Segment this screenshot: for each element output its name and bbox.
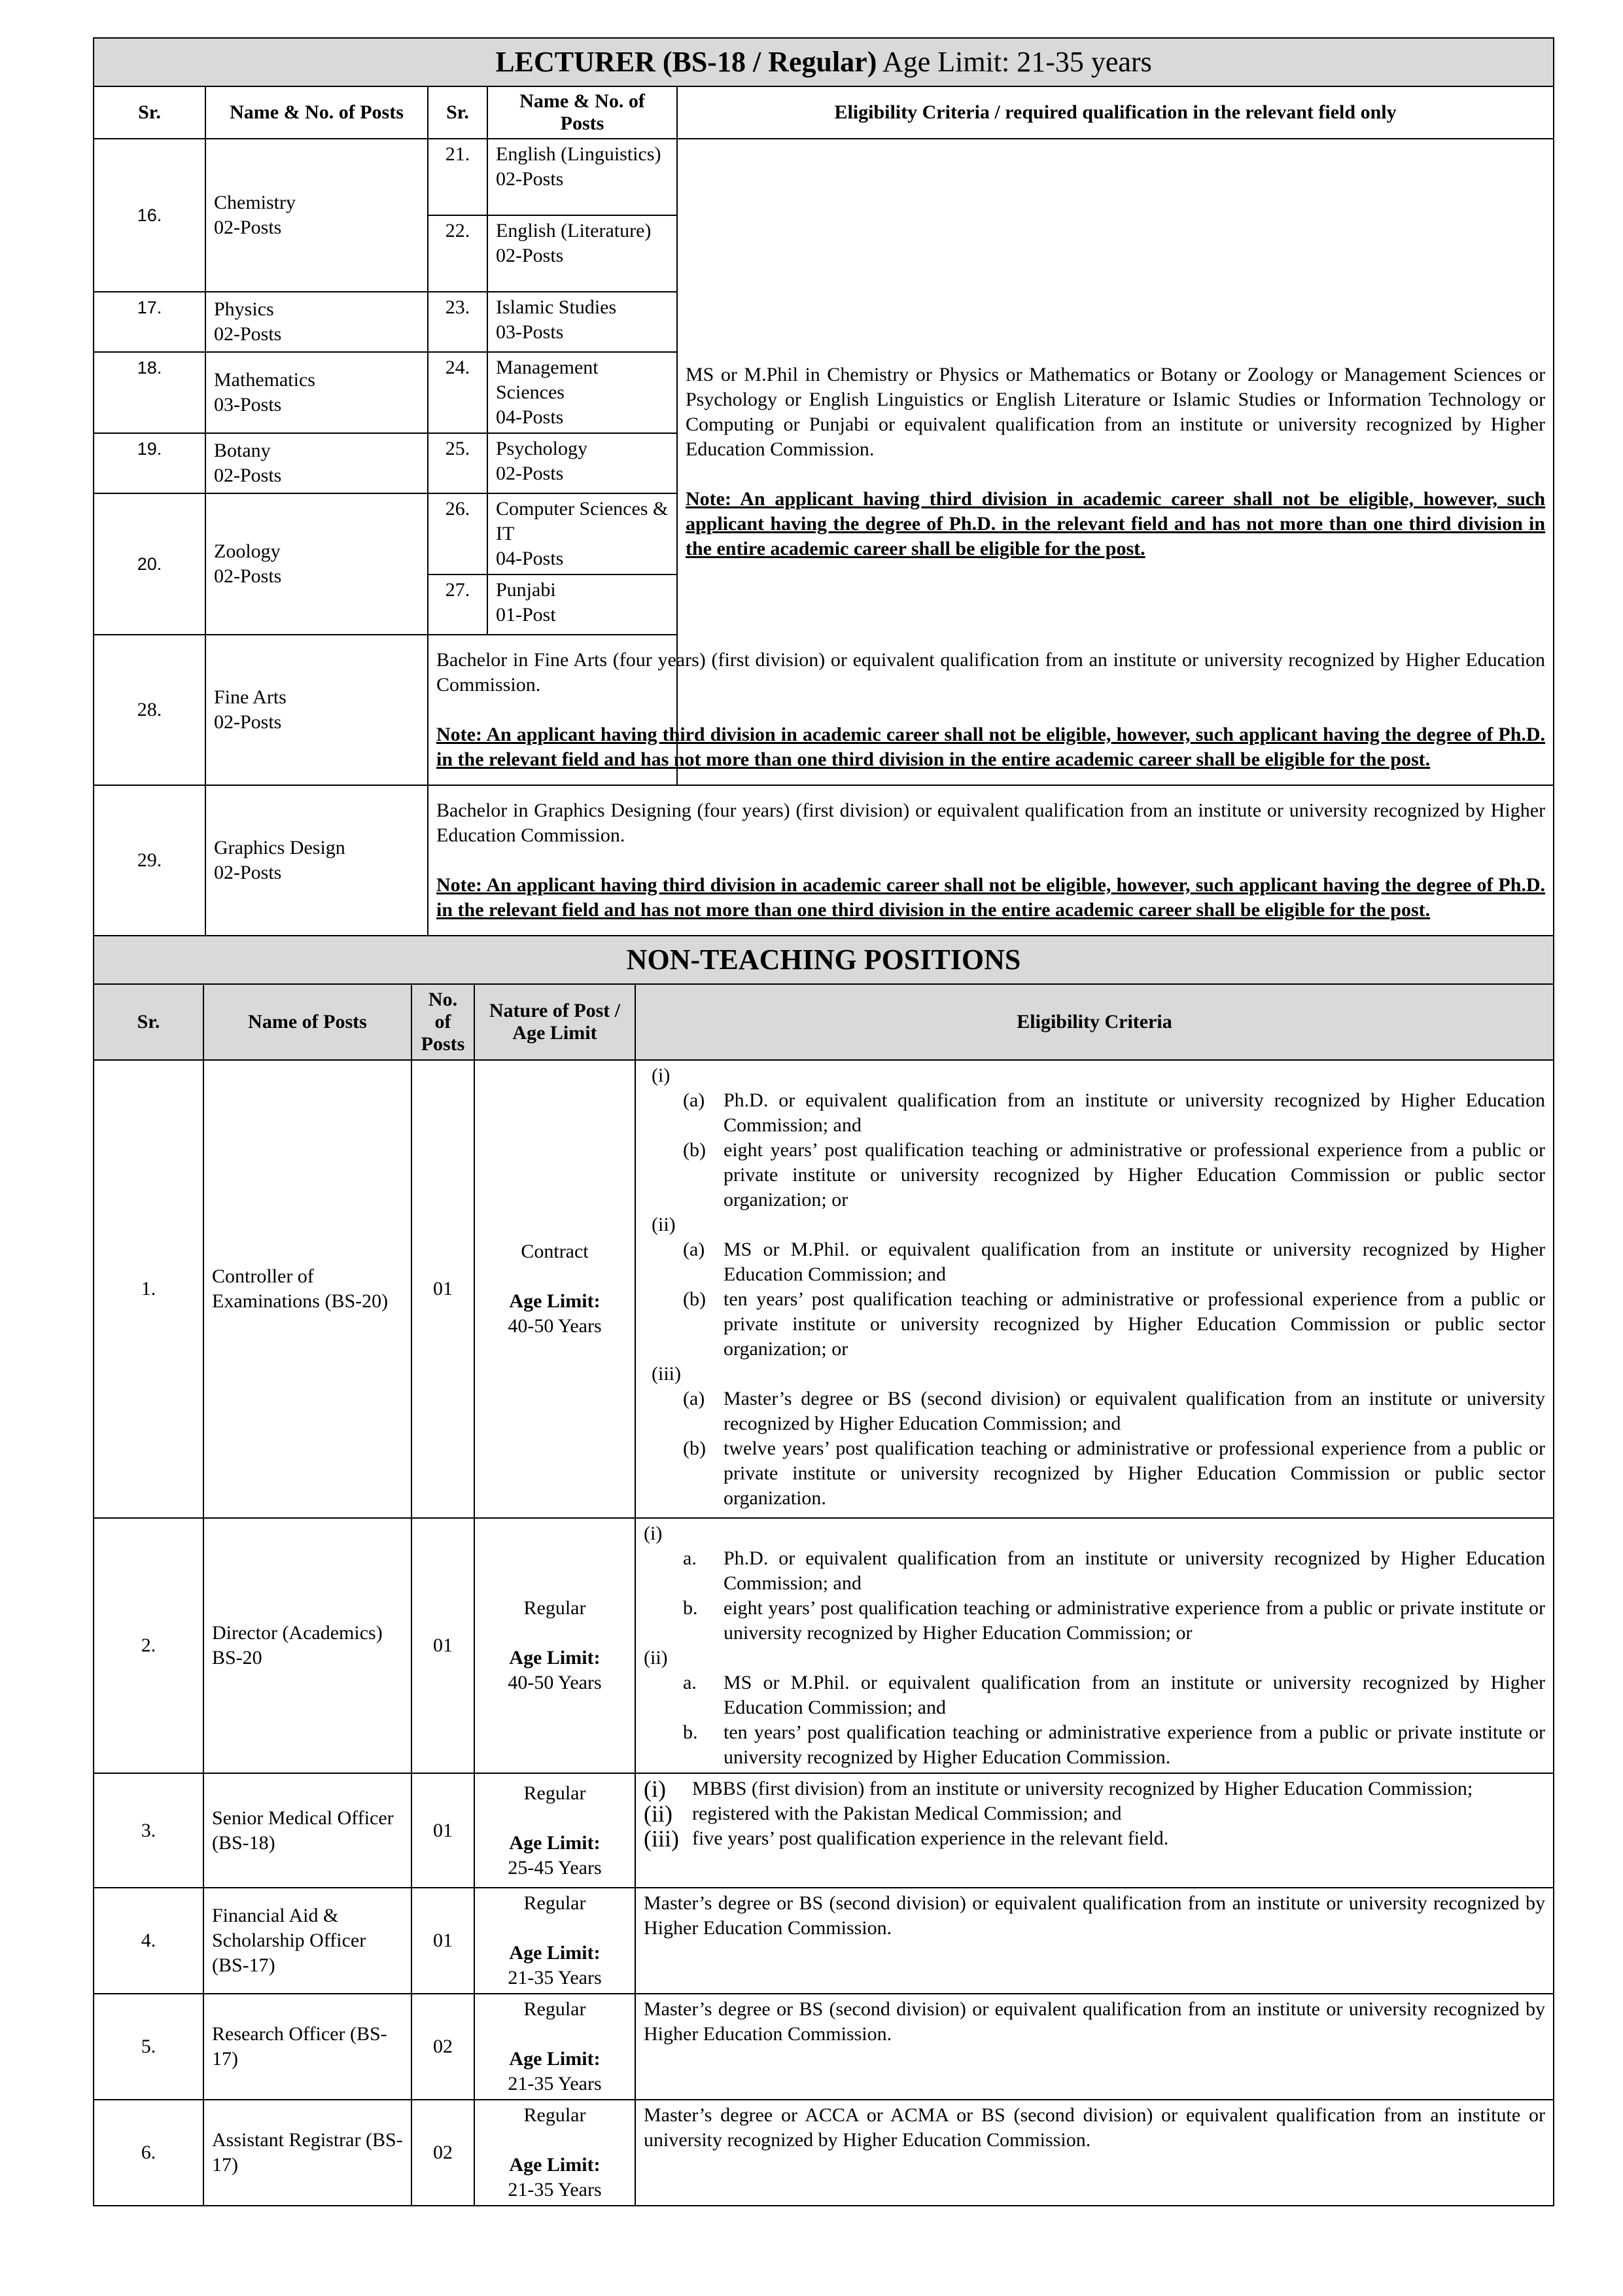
table-row-sr: 28.: [94, 635, 205, 785]
non-teaching-table: [93, 935, 1554, 2206]
table-row-sr: 20.: [94, 493, 205, 635]
table-row-sr: 2.: [94, 1518, 203, 1773]
table-row-sr: 21.: [428, 139, 487, 215]
table-row-sr: 1.: [94, 1060, 203, 1518]
eligibility-criteria: (i) MBBS (first division) from an institute or university recognized by Higher Education Commission; (ii) registered with the Pakistan Medical Commission; and (iii) five years’ post qualification experience in the relevant field.: [635, 1773, 1554, 1888]
header-name: Name & No. of Posts: [205, 86, 428, 139]
post-name: Director (Academics) BS-20: [203, 1518, 411, 1773]
post-name: Research Officer (BS-17): [203, 1994, 411, 2100]
table-row-sr: 18.: [94, 352, 205, 433]
non-teaching-title: NON-TEACHING POSITIONS: [94, 936, 1554, 984]
lecturer-table: [93, 37, 1554, 936]
header-eligibility: Eligibility Criteria / required qualification in the relevant field only: [677, 86, 1554, 139]
graphics-design-criteria: Bachelor in Graphics Designing (four years) (first division) or equivalent qualification from an institute or university recognized by Higher Education Commission. Note: An applicant having third division in academic career shall not be eligible, however, such applicant having the degree of Ph.D. in the relevant field and has not more than one third division in the entire academic career shall be eligible for the post.: [428, 785, 1554, 936]
eligibility-criteria: Master’s degree or BS (second division) or equivalent qualification from an institute or university recognized by Higher Education Commission.: [635, 1994, 1554, 2100]
table-row-sr: 23.: [428, 292, 487, 352]
table-row-sr: 25.: [428, 433, 487, 493]
post-name: Fine Arts 02-Posts: [205, 635, 428, 785]
post-name: Financial Aid & Scholarship Officer (BS-17): [203, 1888, 411, 1994]
post-name: English (Linguistics) 02-Posts: [487, 139, 677, 215]
post-count: 02: [411, 2100, 474, 2206]
post-name: Zoology 02-Posts: [205, 493, 428, 635]
post-name: Islamic Studies 03-Posts: [487, 292, 677, 352]
post-count: 01: [411, 1888, 474, 1994]
post-name: Senior Medical Officer (BS-18): [203, 1773, 411, 1888]
post-name: Chemistry 02-Posts: [205, 139, 428, 292]
post-count: 01: [411, 1773, 474, 1888]
nature-age: Regular Age Limit: 21-35 Years: [474, 1994, 635, 2100]
post-name: Management Sciences 04-Posts: [487, 352, 677, 433]
header-nature: Nature of Post / Age Limit: [474, 984, 635, 1060]
lecturer-criteria: MS or M.Phil in Chemistry or Physics or Mathematics or Botany or Zoology or Management Sciences or Psychology or English Linguistics or English Literature or Islamic Studies or Information Technology or Computing or Punjabi or equivalent qualification from an institute or university recognized by Higher Education Commission. Note: An applicant having third division in academic career shall not be eligible, however, such applicant having the degree of Ph.D. in the relevant field and has not more than one third division in the entire academic career shall be eligible for the post.: [677, 139, 1554, 785]
post-name: Assistant Registrar (BS-17): [203, 2100, 411, 2206]
table-row-sr: 4.: [94, 1888, 203, 1994]
post-count: 01: [411, 1518, 474, 1773]
eligibility-criteria: Master’s degree or BS (second division) or equivalent qualification from an institute or university recognized by Higher Education Commission.: [635, 1888, 1554, 1994]
lecturer-note: Note: An applicant having third division in academic career shall not be eligible, however, such applicant having the degree of Ph.D. in the relevant field and has not more than one third division in the entire academic career shall be eligible for the post.: [686, 488, 1546, 559]
post-name: Physics 02-Posts: [205, 292, 428, 352]
table-row-sr: 6.: [94, 2100, 203, 2206]
header-sr-2: Sr.: [428, 86, 487, 139]
table-row-sr: 29.: [94, 785, 205, 936]
eligibility-criteria: Master’s degree or ACCA or ACMA or BS (second division) or equivalent qualification from an institute or university recognized by Higher Education Commission.: [635, 2100, 1554, 2206]
table-row-sr: 22.: [428, 215, 487, 292]
nature-age: Regular Age Limit: 40-50 Years: [474, 1518, 635, 1773]
header-eligibility: Eligibility Criteria: [635, 984, 1554, 1060]
post-count: 01: [411, 1060, 474, 1518]
post-name: Computer Sciences & IT 04-Posts: [487, 493, 677, 574]
table-row-sr: 24.: [428, 352, 487, 433]
table-row-sr: 19.: [94, 433, 205, 493]
table-row-sr: 17.: [94, 292, 205, 352]
nature-age: Contract Age Limit: 40-50 Years: [474, 1060, 635, 1518]
post-name: Punjabi 01-Post: [487, 574, 677, 635]
eligibility-criteria: (i) (a) Ph.D. or equivalent qualification from an institute or university recognized by Higher Education Commission; and (b) eight years’ post qualification teaching or administrative or professional experience from a public or private institute or university recognized by Higher Education Commission or public sector organization; or (ii) (a) MS or M.Phil. or equivalent qualification from an institute or university recognized by Higher Education Commission; and (b) ten years’ post qualification teaching or administrative or professional experience from a public or private institute or university recognized by Higher Education Commission or public sector organization; or (iii) (a) Master’s degree or BS (second division) or equivalent qualification from an institute or university recognized by Higher Education Commission; and (b) twelve years’ post qualification teaching or administrative or professional experience from a public or private institute or university recognized by Higher Education Commission or public sector organization.: [635, 1060, 1554, 1518]
post-name: Botany 02-Posts: [205, 433, 428, 493]
post-name: Graphics Design 02-Posts: [205, 785, 428, 936]
table-row-sr: 16.: [94, 139, 205, 292]
header-no-of-posts: No. of Posts: [411, 984, 474, 1060]
eligibility-criteria: (i) a. Ph.D. or equivalent qualification from an institute or university recognized by Higher Education Commission; and b. eight years’ post qualification teaching or administrative experience from a public or private institute or university recognized by Higher Education Commission; or (ii) a. MS or M.Phil. or equivalent qualification from an institute or university recognized by Higher Education Commission; and b. ten years’ post qualification teaching or administrative experience from a public or private institute or university recognized by Higher Education Commission.: [635, 1518, 1554, 1773]
nature-age: Regular Age Limit: 25-45 Years: [474, 1773, 635, 1888]
table-row-sr: 3.: [94, 1773, 203, 1888]
fine-arts-criteria: Bachelor in Fine Arts (four years) (first division) or equivalent qualification from an institute or university recognized by Higher Education Commission. Note: An applicant having third division in academic career shall not be eligible, however, such applicant having the degree of Ph.D. in the relevant field and has not more than one third division in the entire academic career shall be eligible for the post.: [428, 635, 1554, 785]
header-sr: Sr.: [94, 984, 203, 1060]
post-count: 02: [411, 1994, 474, 2100]
table-row-sr: 5.: [94, 1994, 203, 2100]
post-name: Controller of Examinations (BS-20): [203, 1060, 411, 1518]
post-name: English (Literature) 02-Posts: [487, 215, 677, 292]
header-sr: Sr.: [94, 86, 205, 139]
post-name: Mathematics 03-Posts: [205, 352, 428, 433]
header-name: Name of Posts: [203, 984, 411, 1060]
lecturer-title: LECTURER (BS-18 / Regular) Age Limit: 21-35 years: [94, 38, 1554, 86]
header-name-2: Name & No. of Posts: [487, 86, 677, 139]
advertisement-page: [93, 37, 1553, 2206]
nature-age: Regular Age Limit: 21-35 Years: [474, 2100, 635, 2206]
nature-age: Regular Age Limit: 21-35 Years: [474, 1888, 635, 1994]
post-name: Psychology 02-Posts: [487, 433, 677, 493]
table-row-sr: 27.: [428, 574, 487, 635]
table-row-sr: 26.: [428, 493, 487, 574]
